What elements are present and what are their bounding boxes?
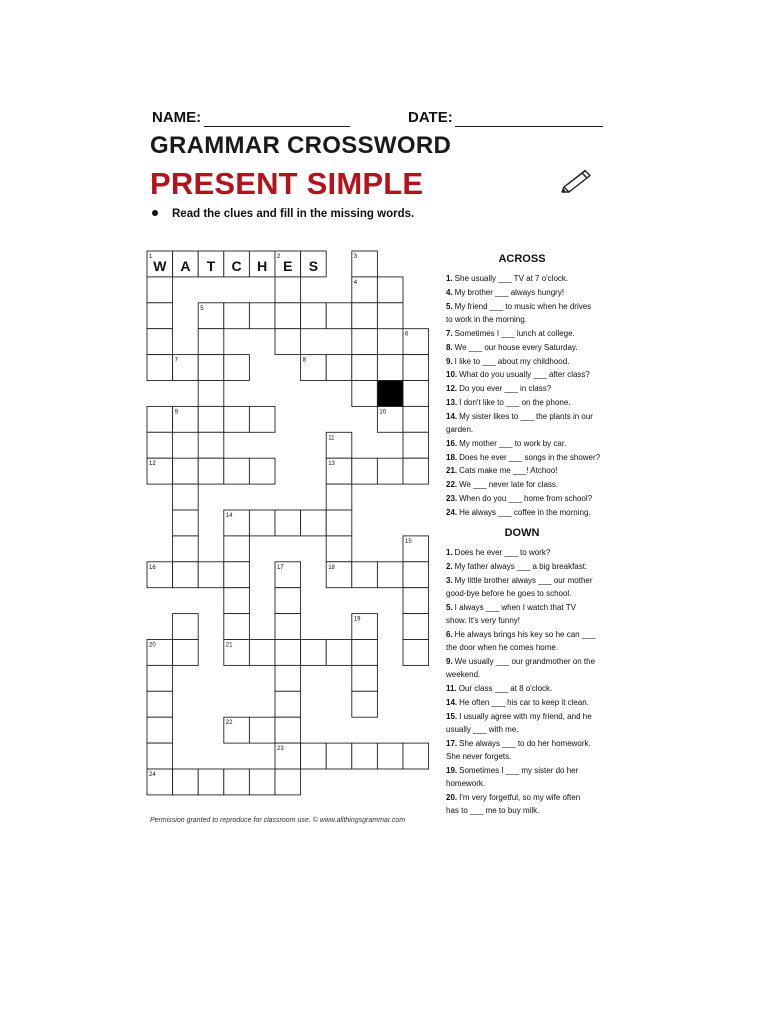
clue-text: He always brings his key so he can ___	[454, 630, 596, 640]
across-clue	[438, 272, 606, 285]
grid-cell[interactable]	[326, 562, 352, 588]
grid-cell[interactable]	[173, 614, 199, 640]
grid-cell[interactable]	[377, 458, 403, 484]
across-clue	[438, 368, 606, 381]
grid-cell[interactable]	[326, 432, 352, 458]
grid-cell[interactable]	[326, 536, 352, 562]
clue-number: 9.	[446, 356, 453, 366]
grid-cell[interactable]	[275, 691, 301, 717]
clue-text-continued: usually ___ with me.	[446, 725, 519, 735]
grid-cell[interactable]	[224, 614, 250, 640]
grid-cell[interactable]	[275, 510, 301, 536]
across-clue	[438, 327, 606, 340]
grid-cell[interactable]	[147, 562, 173, 588]
grid-cell[interactable]	[147, 458, 173, 484]
grid-cell[interactable]	[377, 743, 403, 769]
grid-cell[interactable]	[377, 303, 403, 329]
answer-letter: T	[206, 257, 216, 274]
down-clue	[438, 560, 606, 573]
grid-cell[interactable]	[249, 510, 275, 536]
across-list	[438, 272, 606, 519]
clue-text: She always ___ to do her homework.	[459, 738, 591, 748]
clue-text-continued: homework.	[446, 779, 486, 789]
grid-cell[interactable]	[224, 769, 250, 795]
down-clue	[438, 682, 606, 695]
grid-cell[interactable]	[147, 329, 173, 355]
answer-letter: C	[231, 257, 242, 274]
clue-number: 18.	[446, 452, 458, 462]
answer-letter: H	[257, 257, 268, 274]
clue-text-continued: show. It's very funny!	[446, 616, 521, 626]
clue-text: We usually ___ our grandmother on the	[454, 657, 596, 667]
clue-text-continued: She never forgets.	[446, 752, 512, 762]
grid-cell[interactable]	[403, 432, 429, 458]
clue-number: 22.	[446, 480, 458, 490]
grid-cell[interactable]	[173, 484, 199, 510]
grid-cell[interactable]	[249, 769, 275, 795]
grid-cell[interactable]	[147, 406, 173, 432]
across-clue	[438, 300, 606, 327]
clue-text-continued: the door when he comes home.	[446, 643, 559, 653]
grid-cell[interactable]	[275, 303, 301, 329]
down-clue	[438, 655, 606, 682]
grid-cell[interactable]	[147, 355, 173, 381]
down-clue	[438, 710, 606, 737]
grid-cell[interactable]	[147, 769, 173, 795]
cell-number: 23	[277, 746, 284, 753]
grid-cell[interactable]	[326, 743, 352, 769]
across-clue	[438, 410, 606, 437]
clue-number: 15.	[446, 711, 458, 721]
grid-cell[interactable]	[326, 640, 352, 666]
grid-cell[interactable]	[224, 355, 250, 381]
clue-text: I like to ___ about my childhood.	[454, 356, 570, 366]
clue-text: Do you ever ___ in class?	[459, 384, 552, 394]
clue-number: 23.	[446, 494, 458, 504]
bullet-icon	[152, 210, 158, 216]
down-clue	[438, 791, 606, 818]
grid-cell[interactable]	[377, 406, 403, 432]
grid-cell[interactable]	[352, 691, 378, 717]
cell-number: 4	[353, 279, 358, 286]
clue-text: Does he ever ___ songs in the shower?	[459, 452, 601, 462]
down-clue	[438, 696, 606, 709]
across-clue	[438, 355, 606, 368]
grid-cell[interactable]	[301, 303, 327, 329]
grid-cell[interactable]	[352, 458, 378, 484]
grid-cell[interactable]	[147, 277, 173, 303]
footer-permission: Permission granted to reproduce for classroom use. © www.allthingsgrammar.com	[150, 817, 406, 824]
cell-number: 24	[149, 772, 156, 778]
clue-number: 8.	[446, 342, 453, 352]
clue-number: 5.	[446, 602, 453, 612]
grid-cell[interactable]	[224, 562, 250, 588]
grid-cell[interactable]	[403, 458, 429, 484]
name-label: NAME:	[152, 109, 202, 126]
grid-cell[interactable]	[275, 251, 301, 277]
grid-cell[interactable]	[147, 691, 173, 717]
down-clue	[438, 737, 606, 764]
cell-number: 2	[277, 254, 281, 260]
grid-cell[interactable]	[198, 562, 224, 588]
grid-cell[interactable]	[403, 536, 429, 562]
grid-cell[interactable]	[224, 588, 250, 614]
grid-cell[interactable]	[198, 458, 224, 484]
grid-cell[interactable]	[403, 329, 429, 355]
cell-number: 19	[353, 616, 361, 623]
instruction-text: Read the clues and fill in the missing words.	[172, 208, 415, 220]
cell-number: 12	[149, 461, 156, 468]
clue-text: Does he ever ___ to work?	[454, 548, 551, 558]
grid-cell[interactable]	[403, 588, 429, 614]
grid-cell[interactable]	[224, 251, 250, 277]
header-row	[152, 109, 604, 131]
grid-cell[interactable]	[326, 510, 352, 536]
clue-text: I always ___ when I watch that TV	[454, 602, 576, 612]
clue-number: 9.	[446, 657, 453, 667]
clue-text-continued: to work in the morning.	[446, 315, 527, 325]
grid-cell[interactable]	[249, 406, 275, 432]
cell-number: 14	[225, 513, 233, 519]
grid-cell[interactable]	[198, 769, 224, 795]
down-clue	[438, 546, 606, 559]
clue-number: 2.	[446, 562, 453, 572]
grid-cell[interactable]	[249, 251, 275, 277]
clue-text: She usually ___ TV at 7 o'clock.	[454, 274, 569, 284]
grid-cell[interactable]	[275, 640, 301, 666]
answer-letter: E	[283, 257, 293, 274]
grid-cell[interactable]	[352, 329, 378, 355]
grid-cell[interactable]	[377, 277, 403, 303]
grid-cell[interactable]	[352, 381, 378, 407]
grid-cell[interactable]	[224, 640, 250, 666]
clue-text: When do you ___ home from school?	[459, 494, 593, 504]
grid-cell[interactable]	[224, 510, 250, 536]
cell-number: 18	[328, 564, 335, 571]
across-clue	[438, 341, 606, 354]
grid-cell[interactable]	[249, 717, 275, 743]
grid-cell[interactable]	[403, 640, 429, 666]
grid-cell[interactable]	[326, 355, 352, 381]
grid-cell[interactable]	[301, 743, 327, 769]
clue-number: 6.	[446, 630, 453, 640]
grid-cell[interactable]	[352, 303, 378, 329]
grid-cell[interactable]	[147, 665, 173, 691]
grid-cell[interactable]	[224, 717, 250, 743]
clue-text: My little brother always ___ our mother	[454, 575, 593, 585]
clue-number: 24.	[446, 507, 458, 517]
cell-number: 6	[405, 331, 409, 338]
clue-number: 1.	[446, 548, 453, 558]
cell-number: 15	[405, 538, 412, 545]
grid-cell[interactable]	[275, 329, 301, 355]
down-clue	[438, 601, 606, 628]
clue-number: 14.	[446, 411, 458, 421]
grid-cell[interactable]	[198, 381, 224, 407]
down-clue	[438, 574, 606, 601]
grid-cell[interactable]	[224, 406, 250, 432]
grid-cell[interactable]	[352, 355, 378, 381]
grid-cell[interactable]	[275, 769, 301, 795]
grid-cell[interactable]	[275, 665, 301, 691]
clue-number: 11.	[446, 684, 457, 694]
clue-text-continued: weekend.	[446, 670, 481, 680]
clue-number: 17.	[446, 738, 458, 748]
grid-cell[interactable]	[352, 614, 378, 640]
grid-cell[interactable]	[301, 251, 327, 277]
grid-cell[interactable]	[275, 717, 301, 743]
grid-cell[interactable]	[224, 536, 250, 562]
grid-cell[interactable]	[198, 432, 224, 458]
grid-cell[interactable]	[198, 329, 224, 355]
grid-cell[interactable]	[173, 769, 199, 795]
clue-text: We ___ our house every Saturday.	[454, 342, 578, 352]
cell-number: 10	[379, 409, 387, 416]
grid-cell[interactable]	[249, 458, 275, 484]
grid-cell[interactable]	[249, 303, 275, 329]
clue-number: 1.	[446, 274, 453, 284]
clue-text: I usually agree with my friend, and he	[459, 711, 592, 721]
pencil-icon	[560, 167, 592, 193]
clue-text: My sister likes to ___ the plants in our	[459, 411, 593, 421]
grid-cell[interactable]	[352, 251, 378, 277]
grid-cell[interactable]	[275, 743, 301, 769]
grid-cell[interactable]	[147, 432, 173, 458]
page-subtitle: PRESENT SIMPLE	[150, 166, 424, 201]
grid-cell[interactable]	[275, 562, 301, 588]
clue-number: 5.	[446, 301, 453, 311]
cell-number: 22	[225, 720, 233, 727]
clue-text: My friend ___ to music when he drives	[454, 301, 592, 311]
cell-number: 11	[328, 435, 335, 442]
date-line[interactable]	[455, 126, 603, 127]
grid-cell[interactable]	[147, 717, 173, 743]
clue-text: Cats make me ___! Atchoo!	[459, 466, 558, 476]
grid-cell[interactable]	[198, 251, 224, 277]
grid-cell[interactable]	[147, 640, 173, 666]
across-clue	[438, 464, 606, 477]
grid-cell[interactable]	[352, 562, 378, 588]
clue-text: We ___ never late for class.	[459, 480, 559, 490]
grid-cell[interactable]	[403, 381, 429, 407]
cell-number: 7	[174, 357, 178, 364]
cell-number: 5	[200, 305, 204, 312]
grid-cell[interactable]	[173, 458, 199, 484]
grid-cell[interactable]	[352, 665, 378, 691]
grid-cell[interactable]	[377, 355, 403, 381]
grid-cell[interactable]	[198, 303, 224, 329]
grid-cell[interactable]	[352, 743, 378, 769]
clue-text: He always ___ coffee in the morning.	[459, 507, 591, 517]
down-list	[438, 546, 606, 817]
grid-cell[interactable]	[326, 303, 352, 329]
clue-number: 12.	[446, 384, 458, 394]
instruction	[152, 208, 414, 220]
across-clue	[438, 396, 606, 409]
blocked-cell	[377, 381, 403, 407]
clue-text: I don't like to ___ on the phone.	[459, 397, 571, 407]
grid-cell[interactable]	[275, 588, 301, 614]
across-clue	[438, 492, 606, 505]
grid-cell[interactable]	[173, 536, 199, 562]
grid-cell[interactable]	[275, 277, 301, 303]
clue-number: 16.	[446, 438, 458, 448]
across-heading: ACROSS	[498, 253, 546, 265]
grid-cell[interactable]	[403, 406, 429, 432]
clue-number: 10.	[446, 370, 458, 380]
answer-letter: S	[308, 257, 319, 274]
clue-text-continued: good-bye before he goes to school.	[446, 589, 572, 599]
grid-cell[interactable]	[377, 562, 403, 588]
grid-cell[interactable]	[198, 406, 224, 432]
grid-cell[interactable]	[326, 484, 352, 510]
clue-text: Sometimes I ___ lunch at college.	[454, 328, 575, 338]
grid-cell[interactable]	[147, 743, 173, 769]
grid-cell[interactable]	[403, 614, 429, 640]
across-clue	[438, 382, 606, 395]
clue-number: 20.	[446, 793, 458, 803]
cell-number: 1	[149, 254, 153, 260]
grid-cell[interactable]	[301, 510, 327, 536]
cell-number: 17	[277, 564, 284, 571]
across-clue	[438, 437, 606, 450]
cell-number: 20	[149, 642, 156, 649]
clue-number: 13.	[446, 397, 458, 407]
down-clues	[438, 527, 606, 818]
grid-cell[interactable]	[173, 562, 199, 588]
grid-cell[interactable]	[249, 640, 275, 666]
clue-number: 14.	[446, 698, 458, 708]
across-clue	[438, 451, 606, 464]
clue-number: 21.	[446, 466, 458, 476]
grid-cell[interactable]	[326, 458, 352, 484]
cell-number: 16	[149, 564, 156, 571]
grid-cell[interactable]	[173, 355, 199, 381]
grid-cell[interactable]	[173, 251, 199, 277]
grid-cell[interactable]	[147, 303, 173, 329]
grid-cell[interactable]	[173, 406, 199, 432]
clue-text-continued: has to ___ me to buy milk.	[446, 806, 540, 816]
down-clue	[438, 628, 606, 655]
grid-cell[interactable]	[224, 303, 250, 329]
clue-text: What do you usually ___ after class?	[459, 370, 590, 380]
grid-cell[interactable]	[403, 562, 429, 588]
clue-text: Our class ___ at 8 o'clock.	[458, 684, 553, 694]
down-heading: DOWN	[504, 527, 540, 539]
grid-cell[interactable]	[403, 355, 429, 381]
clue-text: My father always ___ a big breakfast.	[454, 562, 588, 572]
across-clue	[438, 478, 606, 491]
clue-text-continued: garden.	[446, 425, 474, 435]
answer-letter: W	[153, 257, 167, 274]
clue-number: 4.	[446, 288, 453, 298]
grid-cell[interactable]	[198, 355, 224, 381]
grid-cell[interactable]	[352, 640, 378, 666]
clue-number: 7.	[446, 328, 453, 338]
down-clue	[438, 764, 606, 791]
cell-number: 21	[225, 642, 233, 649]
clue-text: I'm very forgetful, so my wife often	[459, 793, 581, 803]
cell-number: 9	[174, 409, 178, 416]
clue-number: 3.	[446, 575, 453, 585]
answer-letter: A	[180, 257, 191, 274]
page-title: GRAMMAR CROSSWORD	[150, 132, 452, 159]
grid-cell[interactable]	[275, 614, 301, 640]
across-clue	[438, 286, 606, 299]
grid-cell[interactable]	[147, 251, 173, 277]
cell-number: 13	[328, 461, 335, 468]
clue-number: 19.	[446, 766, 458, 776]
cell-number: 3	[353, 254, 358, 260]
grid-cell[interactable]	[403, 743, 429, 769]
clue-text: He often ___ his car to keep it clean.	[459, 698, 589, 708]
across-clues	[438, 253, 606, 520]
grid-cell[interactable]	[301, 640, 327, 666]
across-clue	[438, 506, 606, 519]
date-label: DATE:	[408, 109, 453, 126]
clue-text: My mother ___ to work by car.	[459, 438, 567, 448]
name-line[interactable]	[204, 126, 350, 127]
grid-cell[interactable]	[224, 458, 250, 484]
clue-text: Sometimes I ___ my sister do her	[459, 766, 579, 776]
grid-cell[interactable]	[301, 355, 327, 381]
grid-cell[interactable]	[173, 640, 199, 666]
cell-number: 8	[302, 357, 306, 364]
grid-cell[interactable]	[352, 277, 378, 303]
grid-cell[interactable]	[173, 510, 199, 536]
clue-text: My brother ___ always hungry!	[454, 288, 565, 298]
